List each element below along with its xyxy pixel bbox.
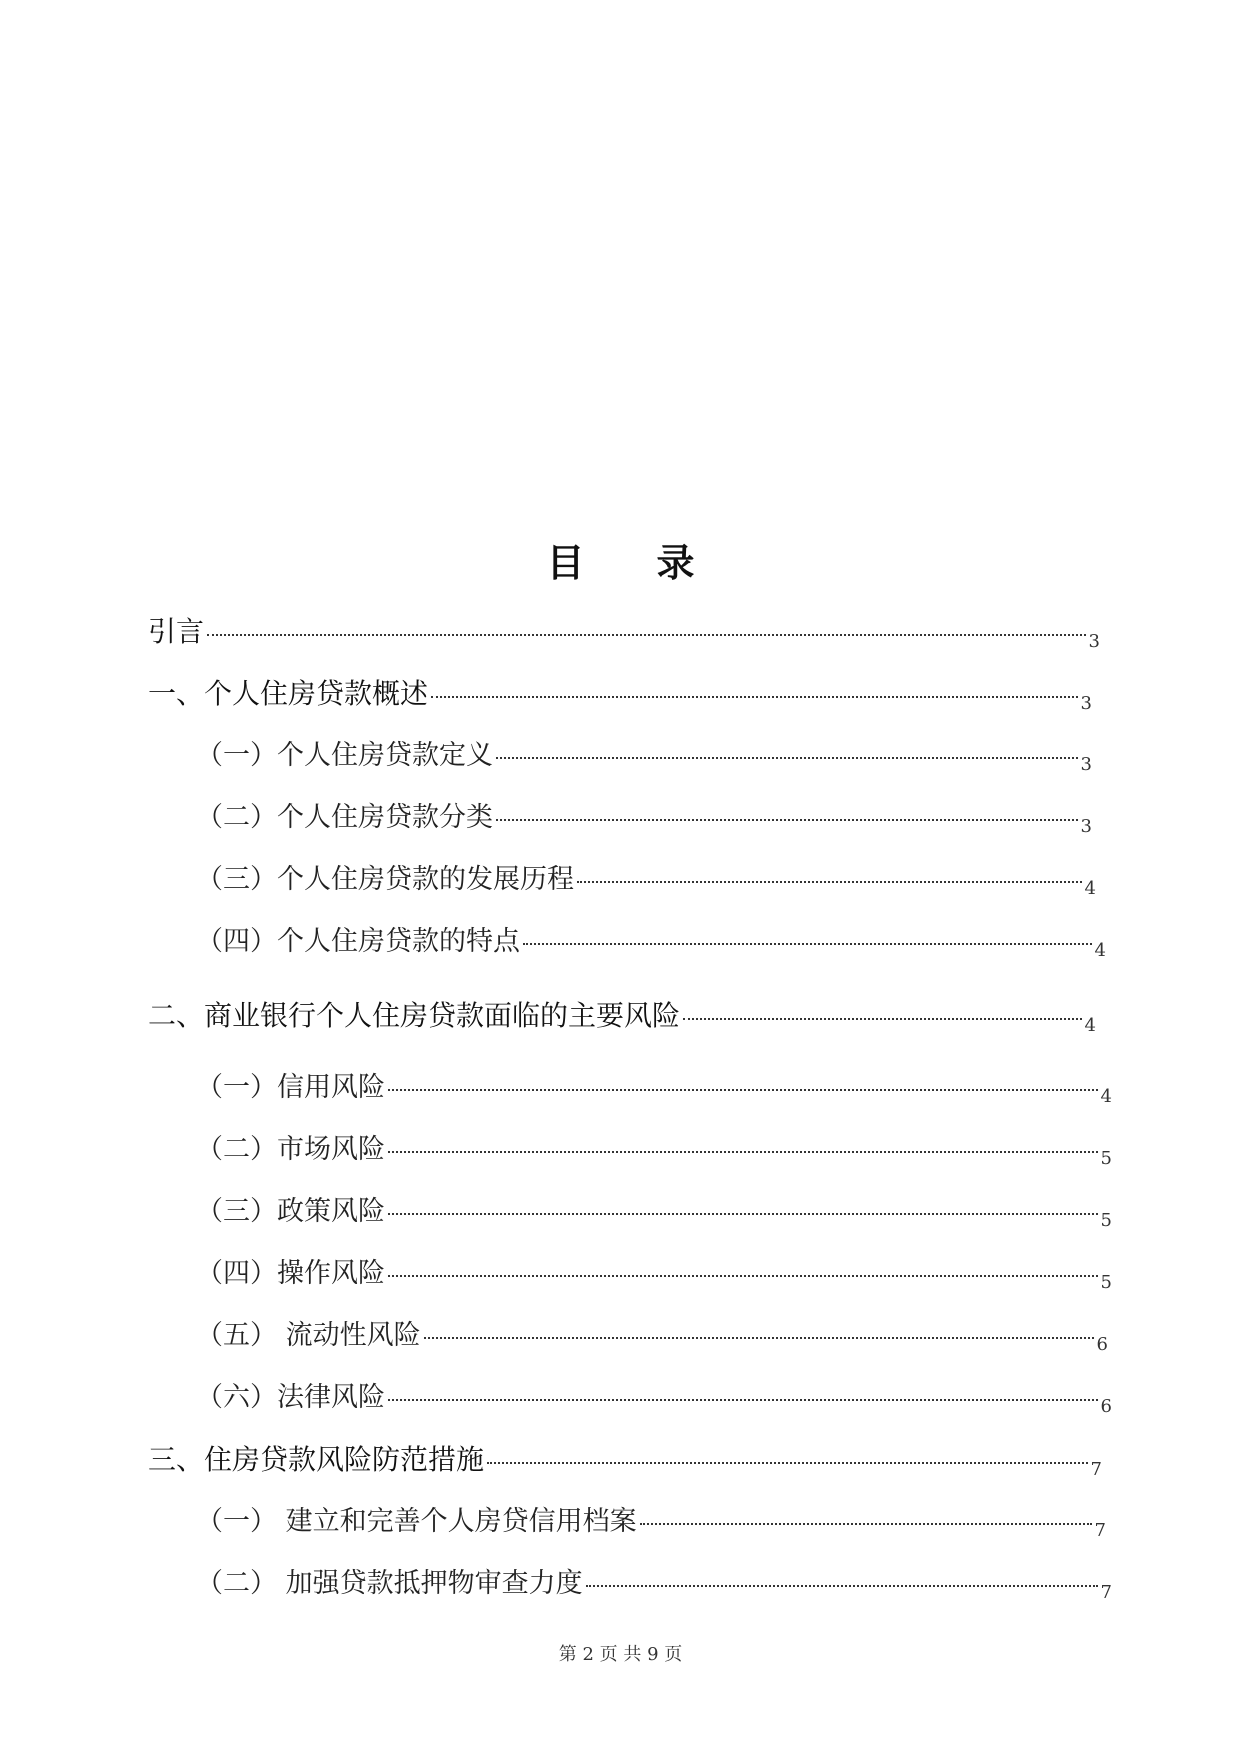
toc-entry-section-3[interactable] <box>148 1440 1102 1480</box>
toc-entry-label: （四）个人住房贷款的特点 <box>196 926 520 957</box>
toc-entry-page: 6 <box>1096 1334 1108 1355</box>
toc-entry-page: 5 <box>1100 1272 1112 1293</box>
toc-entry-section-1[interactable] <box>148 674 1092 714</box>
toc-entry-page: 3 <box>1080 693 1092 714</box>
page-footer: 第 2 页 共 9 页 <box>558 1644 683 1665</box>
toc-entry-page: 4 <box>1084 878 1096 899</box>
dot-leader <box>388 1151 1098 1153</box>
toc-title-char-2: 录 <box>656 541 695 585</box>
toc-entry-label: （一）信用风险 <box>196 1072 385 1103</box>
dot-leader <box>577 881 1082 883</box>
dot-leader <box>388 1275 1098 1277</box>
toc-entry-label: （六）法律风险 <box>196 1382 385 1413</box>
toc-entry-label: 一、个人住房贷款概述 <box>148 677 429 710</box>
toc-entry-label: 三、住房贷款风险防范措施 <box>148 1443 485 1476</box>
toc-entry-page: 6 <box>1100 1396 1112 1417</box>
toc-entry-page: 3 <box>1080 754 1092 775</box>
toc-entry-label: 二、商业银行个人住房贷款面临的主要风险 <box>148 999 681 1032</box>
toc-entry-2-5[interactable] <box>196 1316 1108 1356</box>
toc-entry-3-2[interactable] <box>196 1564 1112 1604</box>
dot-leader <box>388 1399 1098 1401</box>
toc-entry-page: 7 <box>1094 1520 1106 1541</box>
toc-entry-2-1[interactable] <box>196 1068 1112 1108</box>
dot-leader <box>431 696 1078 698</box>
toc-entry-2-4[interactable] <box>196 1254 1112 1294</box>
dot-leader <box>496 819 1078 821</box>
dot-leader <box>207 634 1086 636</box>
toc-entry-label: （二）市场风险 <box>196 1134 385 1165</box>
dot-leader <box>640 1523 1092 1525</box>
toc-entry-page: 5 <box>1100 1210 1112 1231</box>
dot-leader <box>424 1337 1094 1339</box>
toc-entry-page: 4 <box>1084 1015 1096 1036</box>
toc-entry-label: （一） 建立和完善个人房贷信用档案 <box>196 1506 637 1537</box>
toc-entry-page: 4 <box>1094 940 1106 961</box>
toc-entry-label: （四）操作风险 <box>196 1258 385 1289</box>
dot-leader <box>683 1018 1082 1020</box>
toc-title <box>0 532 1241 587</box>
toc-title-char-1: 目 <box>546 541 585 585</box>
dot-leader <box>496 757 1078 759</box>
toc-entry-page: 3 <box>1088 631 1100 652</box>
toc-entry-page: 4 <box>1100 1086 1112 1107</box>
toc-entry-label: 引言 <box>148 615 205 648</box>
toc-entry-label: （五） 流动性风险 <box>196 1320 421 1351</box>
toc-entry-label: （二） 加强贷款抵押物审查力度 <box>196 1568 583 1599</box>
dot-leader <box>523 943 1092 945</box>
toc-entry-page: 7 <box>1090 1459 1102 1480</box>
toc-entry-label: （二）个人住房贷款分类 <box>196 802 493 833</box>
toc-entry-1-3[interactable] <box>196 860 1096 900</box>
dot-leader <box>487 1462 1088 1464</box>
toc-entry-page: 7 <box>1100 1582 1112 1603</box>
dot-leader <box>388 1089 1098 1091</box>
dot-leader <box>586 1585 1098 1587</box>
toc-entry-label: （三）个人住房贷款的发展历程 <box>196 864 574 895</box>
toc-entry-label: （三）政策风险 <box>196 1196 385 1227</box>
toc-entry-2-2[interactable] <box>196 1130 1112 1170</box>
toc-entry-section-2[interactable] <box>148 996 1096 1036</box>
toc-entry-1-1[interactable] <box>196 736 1092 776</box>
toc-entry-label: （一）个人住房贷款定义 <box>196 740 493 771</box>
toc-entry-3-1[interactable] <box>196 1502 1106 1542</box>
toc-entry-intro[interactable] <box>148 612 1100 652</box>
dot-leader <box>388 1213 1098 1215</box>
toc-entry-2-6[interactable] <box>196 1378 1112 1418</box>
toc-entry-page: 5 <box>1100 1148 1112 1169</box>
toc-entry-2-3[interactable] <box>196 1192 1112 1232</box>
toc-entry-page: 3 <box>1080 816 1092 837</box>
toc-entry-1-2[interactable] <box>196 798 1092 838</box>
toc-entry-1-4[interactable] <box>196 922 1106 962</box>
